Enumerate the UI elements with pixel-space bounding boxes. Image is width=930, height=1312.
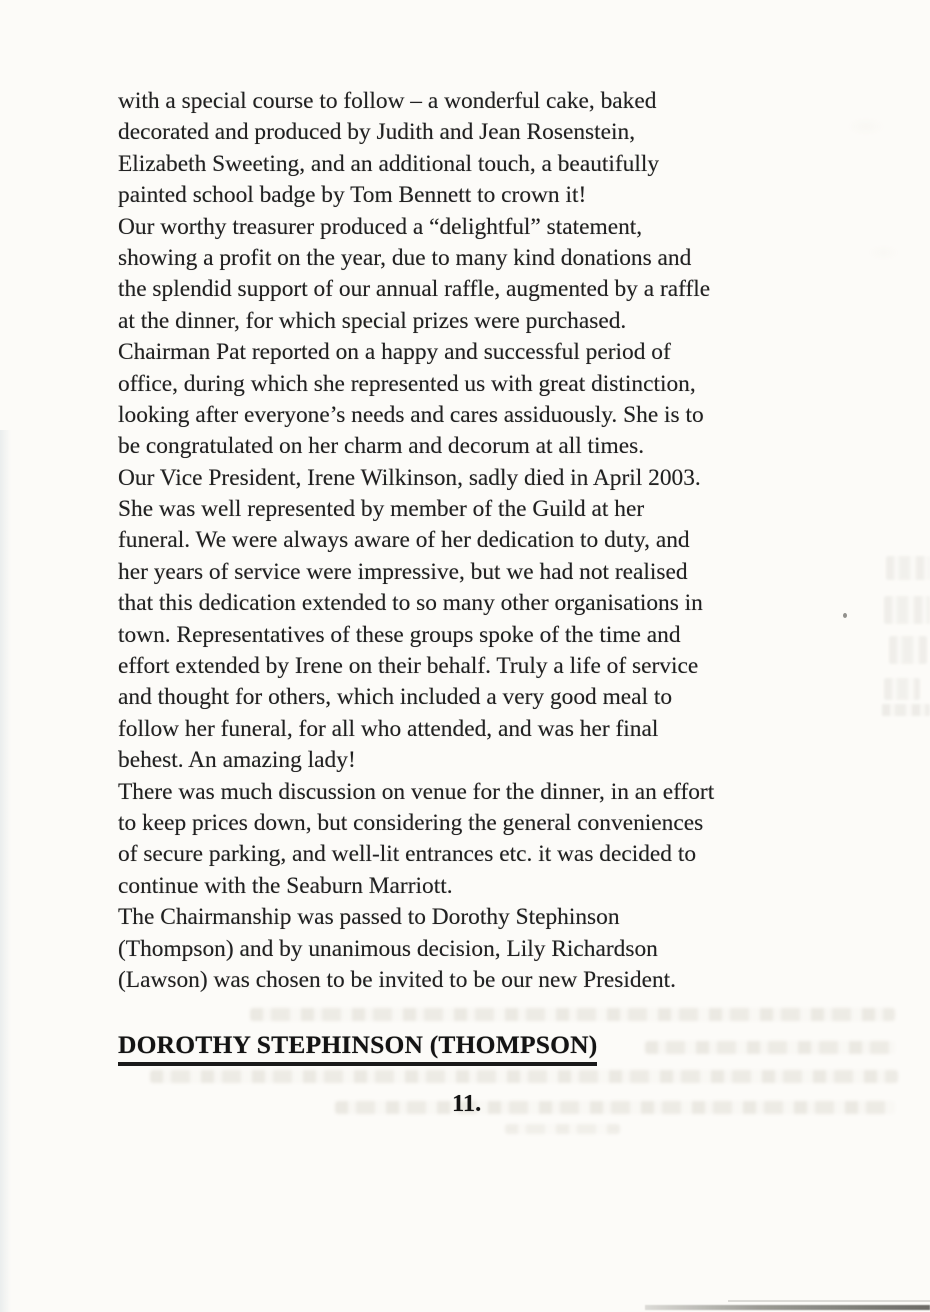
bleed-through-text: [505, 1124, 620, 1134]
body-text-line: follow her funeral, for all who attended, and was her final: [118, 715, 659, 742]
body-text-line: She was well represented by member of the Guild at her: [118, 496, 645, 523]
signature-heading: DOROTHY STEPHINSON (THOMPSON): [118, 1030, 597, 1066]
body-text-line: office, during which she represented us with great distinction,: [118, 370, 696, 397]
body-text-line: town. Representatives of these groups spoke of the time and: [118, 621, 681, 648]
body-text-line: showing a profit on the year, due to many kind donations and: [118, 244, 692, 271]
bleed-through-text: [250, 1008, 895, 1021]
body-text-line: behest. An amazing lady!: [118, 747, 356, 774]
body-text-line: The Chairmanship was passed to Dorothy Stephinson: [118, 904, 620, 931]
body-text-line: decorated and produced by Judith and Jean Rosenstein,: [118, 119, 636, 146]
body-text-line: funeral. We were always aware of her dedication to duty, and: [118, 527, 690, 554]
bleed-through-edge-mark: [884, 596, 930, 624]
bleed-through-edge-mark: [884, 678, 920, 700]
bleed-through-text: [645, 1041, 895, 1054]
body-text-line: her years of service were impressive, but we had not realised: [118, 558, 688, 585]
body-text-line: to keep prices down, but considering the general conveniences: [118, 809, 704, 836]
scan-bottom-line: [728, 1300, 930, 1302]
bleed-through-edge-mark: [882, 704, 930, 716]
body-text-line: (Lawson) was chosen to be invited to be our new President.: [118, 966, 676, 993]
bleed-through-text: [150, 1070, 898, 1083]
document-body: [118, 86, 714, 996]
bleed-through-edge-mark: [889, 636, 927, 664]
body-text-line: continue with the Seaburn Marriott.: [118, 872, 453, 899]
bleed-through-edge-mark: [886, 556, 930, 580]
body-text-line: Chairman Pat reported on a happy and successful period of: [118, 339, 671, 366]
bleed-through-text: [335, 1101, 895, 1114]
body-text-line: (Thompson) and by unanimous decision, Lily Richardson: [118, 935, 658, 962]
ink-speck: [843, 613, 847, 618]
body-text-line: Our worthy treasurer produced a “delightful” statement,: [118, 213, 643, 240]
body-text-line: looking after everyone’s needs and cares assiduously. She is to: [118, 401, 704, 428]
body-text-line: painted school badge by Tom Bennett to crown it!: [118, 182, 587, 209]
scan-bottom-edge-artifact: [645, 1305, 930, 1310]
body-text-line: Our Vice President, Irene Wilkinson, sadly died in April 2003.: [118, 464, 701, 491]
body-text-line: There was much discussion on venue for the dinner, in an effort: [118, 778, 715, 805]
scan-smudge: [845, 95, 915, 305]
body-text-line: of secure parking, and well-lit entrances etc. it was decided to: [118, 841, 697, 868]
body-text-line: effort extended by Irene on their behalf. Truly a life of service: [118, 653, 699, 680]
scan-edge-shadow: [0, 430, 11, 1312]
body-text-line: the splendid support of our annual raffle, augmented by a raffle: [118, 276, 711, 303]
body-text-line: at the dinner, for which special prizes were purchased.: [118, 307, 627, 334]
body-text-line: and thought for others, which included a very good meal to: [118, 684, 673, 711]
body-text-line: Elizabeth Sweeting, and an additional touch, a beautifully: [118, 150, 660, 177]
page-number: 11.: [452, 1090, 482, 1117]
body-text-line: with a special course to follow – a wonderful cake, baked: [118, 88, 657, 114]
body-text-line: that this dedication extended to so many other organisations in: [118, 590, 703, 617]
body-text-line: be congratulated on her charm and decorum at all times.: [118, 433, 645, 460]
